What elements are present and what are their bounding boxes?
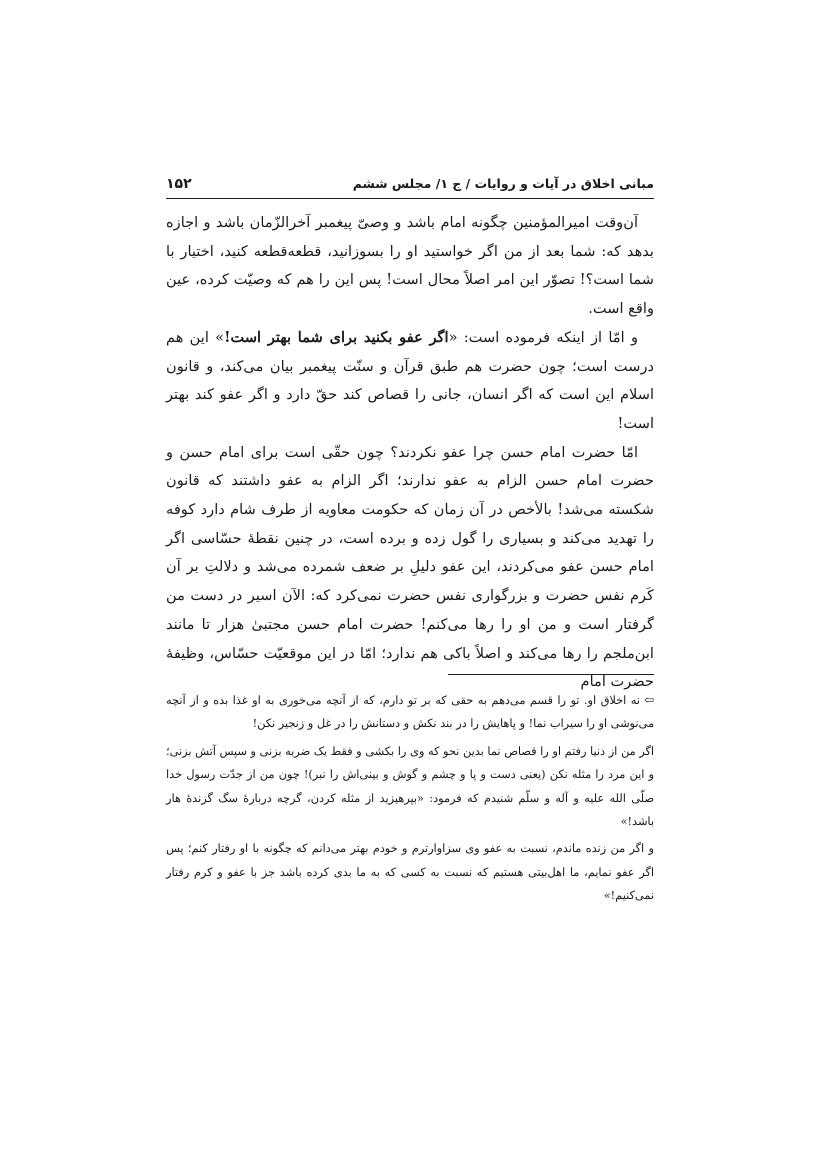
footnotes <box>166 689 654 912</box>
header-divider <box>166 198 654 199</box>
paragraph-2-rest: » این هم درست است؛ چون حضرت هم طبق قرآن و سنّت پیغمبر بیان می‌کند، و قانون اسلام این است که اگر انسان، جانی را قصاص کند حقّ دارد و اگر عفو کند بهتر است! <box>166 328 654 432</box>
paragraph-1: آن‌وقت امیرالمؤمنین چگونه امام باشد و وصیّ پیغمبر آخرالزّمان باشد و اجازه بدهد که: شما بعد از من اگر خواستید او را بسوزانید، قطعه‌قطعه کنید، اختیار با شما است؟! تصوّر این امر اصلاً محال است! پس این را هم که وصیّت کرده، عین واقع است. <box>166 214 654 318</box>
paragraph-2-lead: و امّا از اینکه فرموده است: « <box>448 328 638 346</box>
body-text <box>166 209 654 697</box>
footnote-1 <box>166 689 654 736</box>
footnote-3: و اگر من زنده ماندم، نسبت به عفو وی سزاوارترم و خودم بهتر می‌دانم که چگونه با او رفتار کنم؛ پس اگر عفو نمایم، ما اهل‌بیتی هستیم که نسبت به کسی که به ما بدی کرده باشد جز با عفو و کرم رفتار نمی‌کنیم!» <box>166 842 654 903</box>
continuation-arrow-icon: ⇦ <box>643 693 654 707</box>
footnote-2: اگر من از دنیا رفتم او را قصاص نما بدین نحو که وی را بکشی و فقط یک ضربه بزنی و سپس آتش بزنی؛ و این مرد را مثله نکن (یعنی دست و پا و چشم و گوش و بینی‌اش را نبر)! چون من از جدّت رسول خدا صلّی الله علیه و آله و سلّم شنیدم که فرمود: «بپرهیزید از مثله کردن، گرچه دربارهٔ سگ گزندهٔ هار باشد!» <box>166 744 654 829</box>
running-title: مبانی اخلاق در آیات و روایات / ج ۱/ مجلس ششم <box>352 176 654 191</box>
quoted-phrase: اگر عفو بکنید برای شما بهتر است! <box>224 328 449 346</box>
footnote-1-text: نه اخلاق او. تو را قسم می‌دهم به حقی که بر تو دارم، که از آنچه می‌خوری به او غذا بده و از آنچه می‌نوشی او را سیراب نما! و پاهایش را در بند نکش و دستانش را در غل و زنجیر نکن! <box>166 694 654 731</box>
page-header <box>166 176 654 196</box>
paragraph-3: امّا حضرت امام حسن چرا عفو نکردند؟ چون حقّی است برای امام حسن و حضرت امام حسن الزام به عفو ندارند؛ اگر الزام به عفو داشتند که قانون شکسته می‌شد! بالأخص در آن زمان که حکومت معاویه از طرف شام دارد کوفه را تهدید می‌کند و بسیاری را گول زده و برده است، در چنین نقطهٔ حسّاسی اگر امام حسن عفو می‌کردند، این عفو دلیلِ بر ضعف شمرده می‌شد و دلالتِ بر آن کَرم نفس حضرت و بزرگواری نفس حضرت نمی‌کرد که: الآن اسیر در دست من گرفتار است و من او را رها می‌کنم! حضرت امام حسن مجتبیٰ هزار تا مانند ابن‌ملجم را رها می‌کند و اصلاً باکی هم ندارد؛ امّا در این موقعیّت حسّاس، وظیفهٔ حضرت امام <box>166 443 654 691</box>
footnote-divider <box>448 674 654 675</box>
page-number: ۱۵۲ <box>166 176 192 192</box>
paragraph-2 <box>166 324 654 439</box>
